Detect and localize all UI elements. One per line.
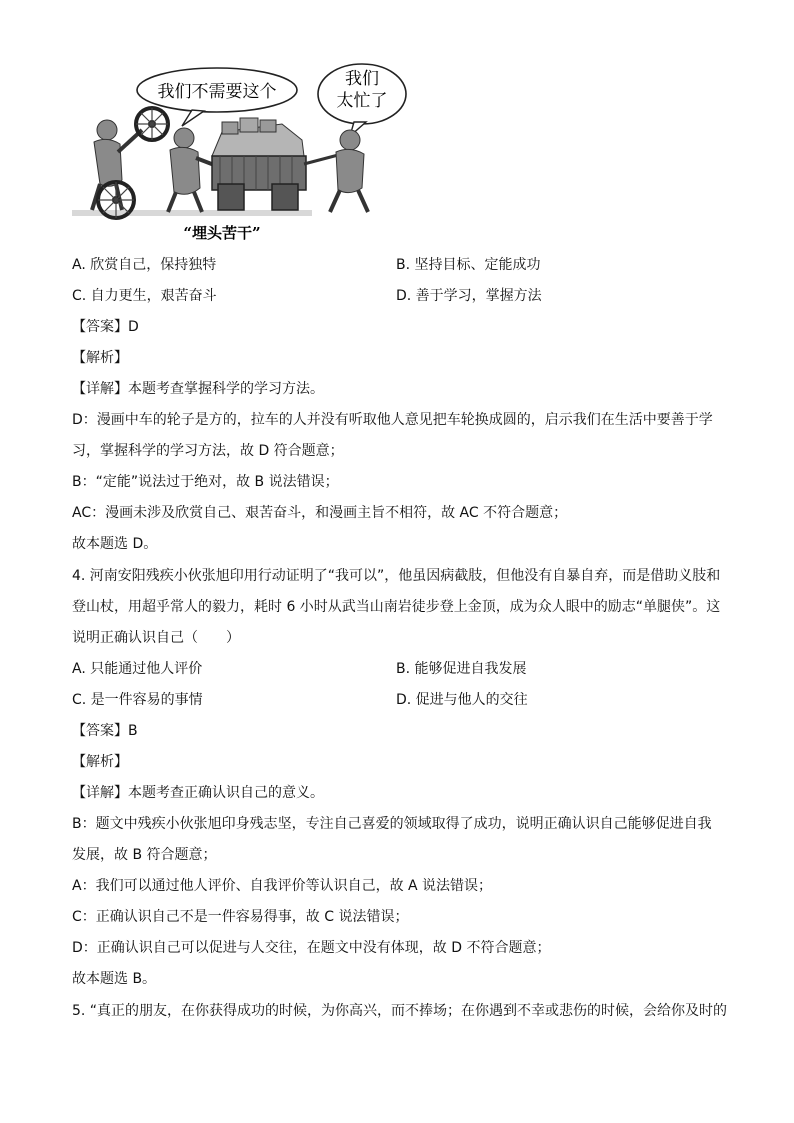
detail-label: 【详解】 [72,785,128,801]
bubble-2-line2: 太忙了 [336,91,388,111]
q3-detail [72,379,324,399]
q4-explanation-line-4: C：正确认识自己不是一件容易得事，故 C 说法错误； [72,909,409,925]
q4-explanation-line-5: D：正确认识自己可以促进与人交往，在题文中没有体现，故 D 不符合题意； [72,940,551,956]
cartoon-caption: “埋头苦干” [183,224,261,242]
q3-option-d: D. 善于学习，掌握方法 [396,288,542,304]
q5-stem-line-1: 5. “真正的朋友，在你获得成功的时候，为你高兴，而不捧场；在你遇到不幸或悲伤的时候，会给你及时的 [72,1003,728,1019]
answer-value: B [128,723,138,739]
q3-option-a: A. 欣赏自己，保持独特 [72,257,217,273]
caveman-figure-3 [330,130,368,212]
speech-bubble-1 [137,68,297,126]
q4-explanation-line-3: A：我们可以通过他人评价、自我评价等认识自己，故 A 说法错误； [72,878,493,894]
cart [212,118,342,210]
q4-explanation-line-1: B：题文中残疾小伙张旭印身残志坚，专注自己喜爱的领域取得了成功，说明正确认识自己能够促进自我 [72,816,712,832]
q4-explanation-line-2: 发展，故 B 符合题意； [72,847,217,863]
q3-explanation-line-5: 故本题选 D。 [72,536,158,552]
q4-stem-line-1: 4. 河南安阳残疾小伙张旭印用行动证明了“我可以”，他虽因病截肢，但他没有自暴自弃，而是借助义肢和 [72,568,721,584]
q4-stem-line-2: 登山杖，用超乎常人的毅力，耗时 6 小时从武当山南岩徒步登上金顶，成为众人眼中的励志“单腿侠”。这 [72,599,721,615]
answer-value: D [128,319,139,335]
q4-option-c: C. 是一件容易的事情 [72,692,203,708]
detail-text: 本题考查掌握科学的学习方法。 [128,381,324,397]
bubble-1-text: 我们不需要这个 [157,82,277,102]
q3-analysis-label: 【解析】 [72,350,128,366]
answer-label: 【答案】 [72,723,128,739]
q3-explanation-line-4: AC：漫画未涉及欣赏自己、艰苦奋斗，和漫画主旨不相符，故 AC 不符合题意； [72,505,568,521]
q3-explanation-line-1: D：漫画中车的轮子是方的，拉车的人并没有听取他人意见把车轮换成圆的，启示我们在生活中要善于学 [72,412,713,428]
q3-answer [72,317,139,337]
detail-text: 本题考查正确认识自己的意义。 [128,785,324,801]
round-wheel-1 [136,108,168,140]
answer-label: 【答案】 [72,319,128,335]
q4-detail [72,783,324,803]
q4-option-b: B. 能够促进自我发展 [396,661,527,677]
q4-option-d: D. 促进与他人的交往 [396,692,528,708]
round-wheel-2 [98,182,134,218]
q4-answer [72,721,138,741]
q3-option-b: B. 坚持目标、定能成功 [396,257,541,273]
square-wheel-1 [218,184,244,210]
bubble-2-line1: 我们 [345,69,379,89]
q4-explanation-line-6: 故本题选 B。 [72,971,157,987]
square-wheel-2 [272,184,298,210]
q4-analysis-label: 【解析】 [72,754,128,770]
q3-explanation-line-2: 习，掌握科学的学习方法，故 D 符合题意； [72,443,344,459]
q4-stem-line-3: 说明正确认识自己（ ） [72,630,240,646]
detail-label: 【详解】 [72,381,128,397]
q3-explanation-line-3: B：“定能”说法过于绝对，故 B 说法错误； [72,474,339,490]
q4-option-a: A. 只能通过他人评价 [72,661,203,677]
speech-bubble-2 [318,64,406,136]
cartoon-illustration [72,60,412,245]
q3-option-c: C. 自力更生，艰苦奋斗 [72,288,217,304]
